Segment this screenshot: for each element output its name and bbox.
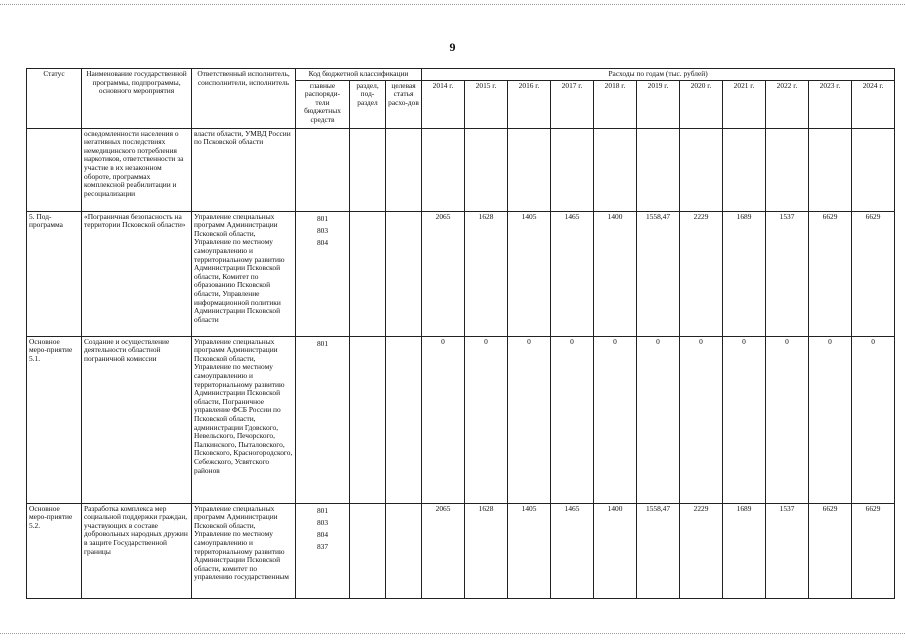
- row-code-target: [386, 128, 422, 211]
- row-value: 0: [422, 336, 465, 503]
- row-value: 1689: [723, 503, 766, 598]
- row-value: [551, 128, 594, 211]
- row-status: 5. Под-программа: [27, 211, 82, 336]
- budget-table: [26, 68, 895, 599]
- row-value: [508, 128, 551, 211]
- row-value: 1628: [465, 503, 508, 598]
- row-code-section: [350, 211, 386, 336]
- row-value: 6629: [809, 503, 852, 598]
- code-value: 804: [316, 237, 329, 247]
- header-year: 2014 г.: [422, 80, 465, 128]
- row-value: [852, 128, 895, 211]
- code-value: 803: [316, 517, 329, 527]
- row-code-section: [350, 336, 386, 503]
- header-year: 2017 г.: [551, 80, 594, 128]
- row-status: Основное меро-приятие 5.2.: [27, 503, 82, 598]
- row-code-main-admin: [296, 336, 350, 503]
- row-value: 0: [465, 336, 508, 503]
- header-year: 2022 г.: [766, 80, 809, 128]
- header-code-target: целевая статья расхо-дов: [386, 80, 422, 128]
- row-responsible: Управление специальных программ Администрации Псковской области, Управление по местному самоуправлению и территориальному развитию Администрации Псковской области, Комитет по образованию Псковской области, Управление информационной политики Администрации Псковской области: [192, 211, 296, 336]
- header-expenses-group: Расходы по годам (тыс. рублей): [422, 69, 895, 81]
- row-value: 2229: [680, 503, 723, 598]
- row-code-section: [350, 503, 386, 598]
- code-value: 804: [316, 529, 329, 539]
- row-value: 1400: [594, 211, 637, 336]
- scan-border-bottom: [0, 633, 905, 634]
- row-value: 1628: [465, 211, 508, 336]
- row-code-target: [386, 503, 422, 598]
- row-value: [766, 128, 809, 211]
- row-value: 1405: [508, 503, 551, 598]
- header-year: 2023 г.: [809, 80, 852, 128]
- row-value: 0: [508, 336, 551, 503]
- row-value: [465, 128, 508, 211]
- row-code-main-admin: [296, 503, 350, 598]
- row-name: Создание и осуществление деятельности областной пограничной комиссии: [82, 336, 192, 503]
- table-row: [27, 211, 895, 336]
- row-value: [723, 128, 766, 211]
- row-responsible: власти области, УМВД России по Псковской области: [192, 128, 296, 211]
- header-status: Статус: [27, 69, 82, 129]
- row-code-main-admin: [296, 211, 350, 336]
- row-code-main-admin: [296, 128, 350, 211]
- row-value: 1558,47: [637, 211, 680, 336]
- header-row-1: [27, 69, 895, 81]
- row-code-target: [386, 336, 422, 503]
- code-value: 801: [316, 505, 329, 515]
- table-row: [27, 503, 895, 598]
- header-code-section: раздел, под-раздел: [350, 80, 386, 128]
- row-value: 0: [852, 336, 895, 503]
- row-value: 0: [809, 336, 852, 503]
- header-year: 2018 г.: [594, 80, 637, 128]
- row-code-section: [350, 128, 386, 211]
- header-year: 2024 г.: [852, 80, 895, 128]
- row-value: 1558,47: [637, 503, 680, 598]
- row-value: 1689: [723, 211, 766, 336]
- code-value: 801: [316, 213, 329, 223]
- row-responsible: Управление специальных программ Администрации Псковской области, Управление по местному самоуправлению и территориальному развитию Администрации Псковской области, комитет по управлению государственным: [192, 503, 296, 598]
- row-name: осведомленности населения о негативных последствиях немедицинского потребления наркотиков, ответственности за участие в их незаконном обороте, программах комплексной реабилитации и ресоциализации: [82, 128, 192, 211]
- row-value: [637, 128, 680, 211]
- header-year: 2019 г.: [637, 80, 680, 128]
- row-value: 6629: [809, 211, 852, 336]
- row-value: 2065: [422, 211, 465, 336]
- page-number: 9: [449, 40, 456, 54]
- header-budget-code-group: Код бюджетной классификации: [296, 69, 422, 81]
- header-year: 2016 г.: [508, 80, 551, 128]
- header-name: Наименование государственной программы, подпрограммы, основного мероприятия: [82, 69, 192, 129]
- row-value: 1400: [594, 503, 637, 598]
- row-value: 1465: [551, 503, 594, 598]
- header-year: 2020 г.: [680, 80, 723, 128]
- row-value: [809, 128, 852, 211]
- row-value: 0: [723, 336, 766, 503]
- table-row: [27, 336, 895, 503]
- row-value: 0: [551, 336, 594, 503]
- row-code-target: [386, 211, 422, 336]
- row-value: 6629: [852, 211, 895, 336]
- row-value: 0: [766, 336, 809, 503]
- table-row: [27, 128, 895, 211]
- code-value: 837: [316, 541, 329, 551]
- row-status: Основное меро-приятие 5.1.: [27, 336, 82, 503]
- code-value: 801: [316, 338, 329, 348]
- scan-border-top: [0, 4, 905, 5]
- row-value: [594, 128, 637, 211]
- row-value: 1405: [508, 211, 551, 336]
- row-value: 0: [594, 336, 637, 503]
- row-status: [27, 128, 82, 211]
- row-value: [422, 128, 465, 211]
- code-value: 803: [316, 225, 329, 235]
- header-year: 2021 г.: [723, 80, 766, 128]
- header-year: 2015 г.: [465, 80, 508, 128]
- row-value: 1537: [766, 503, 809, 598]
- row-value: 1537: [766, 211, 809, 336]
- header-responsible: Ответственный исполнитель, соисполнители, исполнитель: [192, 69, 296, 129]
- row-value: 0: [637, 336, 680, 503]
- row-value: 2229: [680, 211, 723, 336]
- row-value: 6629: [852, 503, 895, 598]
- row-value: [680, 128, 723, 211]
- row-value: 0: [680, 336, 723, 503]
- row-name: «Пограничная безопасность на территории Псковской области»: [82, 211, 192, 336]
- header-code-main-admin: главные распоряди-тели бюджетных средств: [296, 80, 350, 128]
- row-name: Разработка комплекса мер социальной поддержки граждан, участвующих в составе добровольных народных дружин в защите Государственной границы: [82, 503, 192, 598]
- row-responsible: Управление специальных программ Администрации Псковской области, Управление по местному самоуправлению и территориальному развитию Администрации Псковской области, Пограничное управление ФСБ России по Псковской области, администрации Гдовского, Невельского, Печорского, Палкинского, Пыталовского, Псковского, Красногородского, Себежского, Усвятского районов: [192, 336, 296, 503]
- row-value: 1465: [551, 211, 594, 336]
- row-value: 2065: [422, 503, 465, 598]
